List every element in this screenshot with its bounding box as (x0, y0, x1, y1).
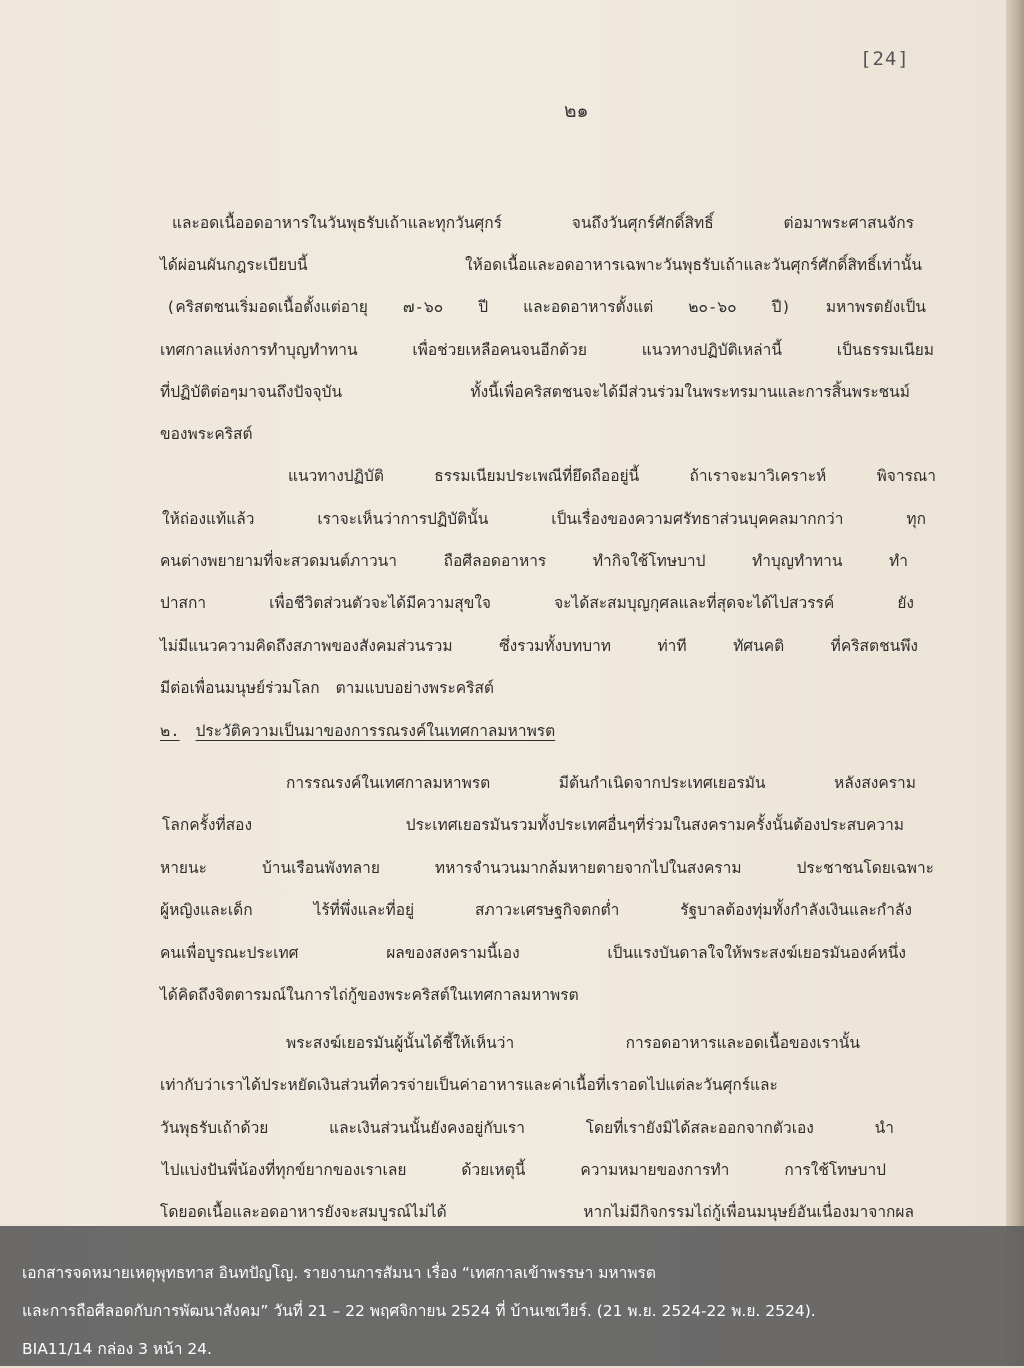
body-line (160, 940, 906, 965)
body-line (160, 1115, 894, 1140)
word: ไร้ที่พึ่งและที่อยู่ (313, 901, 415, 919)
word: ถือศีลอดอาหาร (443, 552, 547, 570)
caption-line: และการถือศีลอดกับการพัฒนาสังคม” วันที่ 21 – 22 พฤศจิกายน 2524 ที่ บ้านเซเวียร์. (21 พ.ย. 2524-22 พ.ย. 2524). (22, 1302, 816, 1320)
word: ๒๐-๖๐ (688, 298, 737, 316)
word: ปี (478, 298, 489, 316)
word: แนวทางปฏิบัติ (288, 467, 384, 485)
word: ประชาชนโดยเฉพาะ (796, 859, 934, 877)
word: การใช้โทษบาป (784, 1161, 886, 1179)
body-line (160, 421, 460, 446)
caption-line: เอกสารจดหมายเหตุพุทธทาส อินทปัญโญ. รายงานการสัมนา เรื่อง “เทศกาลเข้าพรรษา มหาพรต (22, 1264, 656, 1282)
word: และเงินส่วนนั้นยังคงอยู่กับเรา (329, 1119, 525, 1137)
word: ที่ปฏิบัติต่อๆมาจนถึงปัจจุบัน (160, 383, 343, 401)
body-line (160, 548, 908, 573)
body-line (160, 855, 934, 880)
word: ความหมายของการทำ (580, 1161, 730, 1179)
word: ทหารจำนวนมากล้มหายตายจากไปในสงคราม (434, 859, 742, 877)
word: ไม่มีแนวความคิดถึงสภาพของสังคมส่วนรวม (160, 637, 453, 655)
body-line (160, 633, 918, 658)
body-line (160, 379, 910, 404)
word: และอดอาหารตั้งแต่ (523, 298, 654, 316)
caption-line: BIA11/14 กล่อง 3 หน้า 24. (22, 1340, 212, 1358)
word: พระสงฆ์เยอรมันผู้นั้นได้ชี้ให้เห็นว่า (286, 1034, 515, 1052)
word: การอดอาหารและอดเนื้อของเรานั้น (625, 1034, 860, 1052)
section-heading (160, 718, 630, 743)
archive-page-mark: [24] (860, 48, 910, 70)
word: เป็นแรงบันดาลใจให้พระสงฆ์เยอรมันองค์หนึ่ง (607, 944, 906, 962)
word: หากไม่มีกิจกรรมไถ่กู้เพื่อนมนุษย์อันเนื่องมาจากผล (583, 1203, 914, 1221)
word: เป็นธรรมเนียม (836, 341, 934, 359)
word: ที่คริสตชนพึง (830, 637, 918, 655)
body-line (160, 337, 934, 362)
page-binding-edge (1006, 0, 1024, 1366)
word: โดยที่เรายังมิได้สละออกจากตัวเอง (585, 1119, 814, 1137)
body-line (286, 1030, 860, 1055)
word: ของพระคริสต์ (160, 425, 253, 443)
body-line (160, 1199, 914, 1224)
word: เราจะเห็นว่าการปฏิบัตินั้น (317, 510, 489, 528)
word: เท่ากับว่าเราได้ประหยัดเงินส่วนที่ควรจ่ายเป็นค่าอาหารและค่าเนื้อที่เราอดไปแต่ละวันศุกร์และ (160, 1076, 778, 1094)
word: คนเพื่อบูรณะประเทศ (160, 944, 299, 962)
word: มีต้นกำเนิดจากประเทศเยอรมัน (558, 774, 766, 792)
word: การรณรงค์ในเทศกาลมหาพรต (286, 774, 491, 792)
body-line (162, 812, 904, 837)
word: ทั้งนี้เพื่อคริสตชนจะได้มีส่วนร่วมในพระทรมานและการสิ้นพระชนม์ (470, 383, 910, 401)
word: จะได้สะสมบุญกุศลและที่สุดจะได้ไปสวรรค์ (554, 594, 835, 612)
word: ผลของสงครามนี้เอง (386, 944, 520, 962)
word: โลกครั้งที่สอง (162, 816, 253, 834)
word: ยัง (897, 594, 914, 612)
body-line (166, 294, 926, 319)
body-line (160, 675, 600, 700)
word: และอดเนื้ออดอาหารในวันพุธรับเถ้าและทุกวันศุกร์ (172, 214, 502, 232)
word: ได้ผ่อนผันกฎระเบียบนี้ (160, 256, 308, 274)
word: พิจารณา (876, 467, 936, 485)
word: เพื่อช่วยเหลือคนจนอีกด้วย (412, 341, 587, 359)
body-line (160, 590, 914, 615)
word: นำ (874, 1119, 894, 1137)
body-line (160, 897, 912, 922)
word: ให้ถ่องแท้แล้ว (162, 510, 255, 528)
word: ให้อดเนื้อและอดอาหารเฉพาะวันพุธรับเถ้าและวันศุกร์ศักดิ์สิทธิ์เท่านั้น (465, 256, 922, 274)
word: คนต่างพยายามที่จะสวดมนต์ภาวนา (160, 552, 397, 570)
page-number: ๒๑ (564, 100, 589, 122)
word: โดยอดเนื้อและอดอาหารยังจะสมบูรณ์ไม่ได้ (160, 1203, 447, 1221)
word: ปี) (771, 298, 791, 316)
word: ทำกิจใช้โทษบาป (592, 552, 706, 570)
word: เป็นเรื่องของความศรัทธาส่วนบุคคลมากกว่า (551, 510, 844, 528)
word: ประเทศเยอรมันรวมทั้งประเทศอื่นๆที่ร่วมในสงครามครั้งนั้นต้องประสบความ (405, 816, 904, 834)
word: หลังสงคราม (834, 774, 916, 792)
word: ประวัติความเป็นมาของการรณรงค์ในเทศกาลมหาพรต (195, 722, 556, 740)
word: วันพุธรับเถ้าด้วย (160, 1119, 269, 1137)
word: มีต่อเพื่อนมนุษย์ร่วมโลก (160, 679, 320, 697)
word: สภาวะเศรษฐกิจตกต่ำ (475, 901, 620, 919)
archive-caption (0, 1226, 1024, 1366)
word: ผู้หญิงและเด็ก (160, 901, 253, 919)
word: ได้คิดถึงจิตตารมณ์ในการไถ่กู้ของพระคริสต์ในเทศกาลมหาพรต (160, 986, 579, 1004)
body-line (160, 1072, 904, 1097)
word: ต่อมาพระศาสนจักร (783, 214, 914, 232)
word: ตามแบบอย่างพระคริสต์ (335, 679, 494, 697)
word: ทำ (889, 552, 908, 570)
word: ทำบุญทำทาน (752, 552, 843, 570)
word: เพื่อชีวิตส่วนตัวจะได้มีความสุขใจ (269, 594, 492, 612)
body-line (160, 252, 922, 277)
word: ท่าที (657, 637, 687, 655)
word: หายนะ (160, 859, 207, 877)
body-line (162, 506, 926, 531)
word: ถ้าเราจะมาวิเคราะห์ (689, 467, 827, 485)
word: มหาพรตยังเป็น (825, 298, 926, 316)
body-line (172, 210, 914, 235)
word: ทุก (906, 510, 926, 528)
word: บ้านเรือนพังทลาย (261, 859, 380, 877)
word: จนถึงวันศุกร์ศักดิ์สิทธิ์ (571, 214, 714, 232)
word: แนวทางปฏิบัติเหล่านี้ (641, 341, 782, 359)
word: ซึ่งรวมทั้งบทบาท (499, 637, 611, 655)
word: ๒. (160, 722, 180, 740)
word: ธรรมเนียมประเพณีที่ยึดถืออยู่นี้ (434, 467, 640, 485)
body-line (286, 770, 916, 795)
word: ๗-๖๐ (402, 298, 444, 316)
word: ไปแบ่งปันพี่น้องที่ทุกข์ยากของเราเลย (162, 1161, 407, 1179)
body-line (288, 463, 936, 488)
word: เทศกาลแห่งการทำบุญทำทาน (160, 341, 358, 359)
word: ทัศนคติ (733, 637, 785, 655)
word: รัฐบาลต้องทุ่มทั้งกำลังเงินและกำลัง (680, 901, 912, 919)
body-line (162, 1157, 886, 1182)
word: ด้วยเหตุนี้ (461, 1161, 526, 1179)
body-line (160, 982, 680, 1007)
word: (คริสตชนเริ่มอดเนื้อตั้งแต่อายุ (166, 298, 368, 316)
word: ปาสกา (160, 594, 207, 612)
